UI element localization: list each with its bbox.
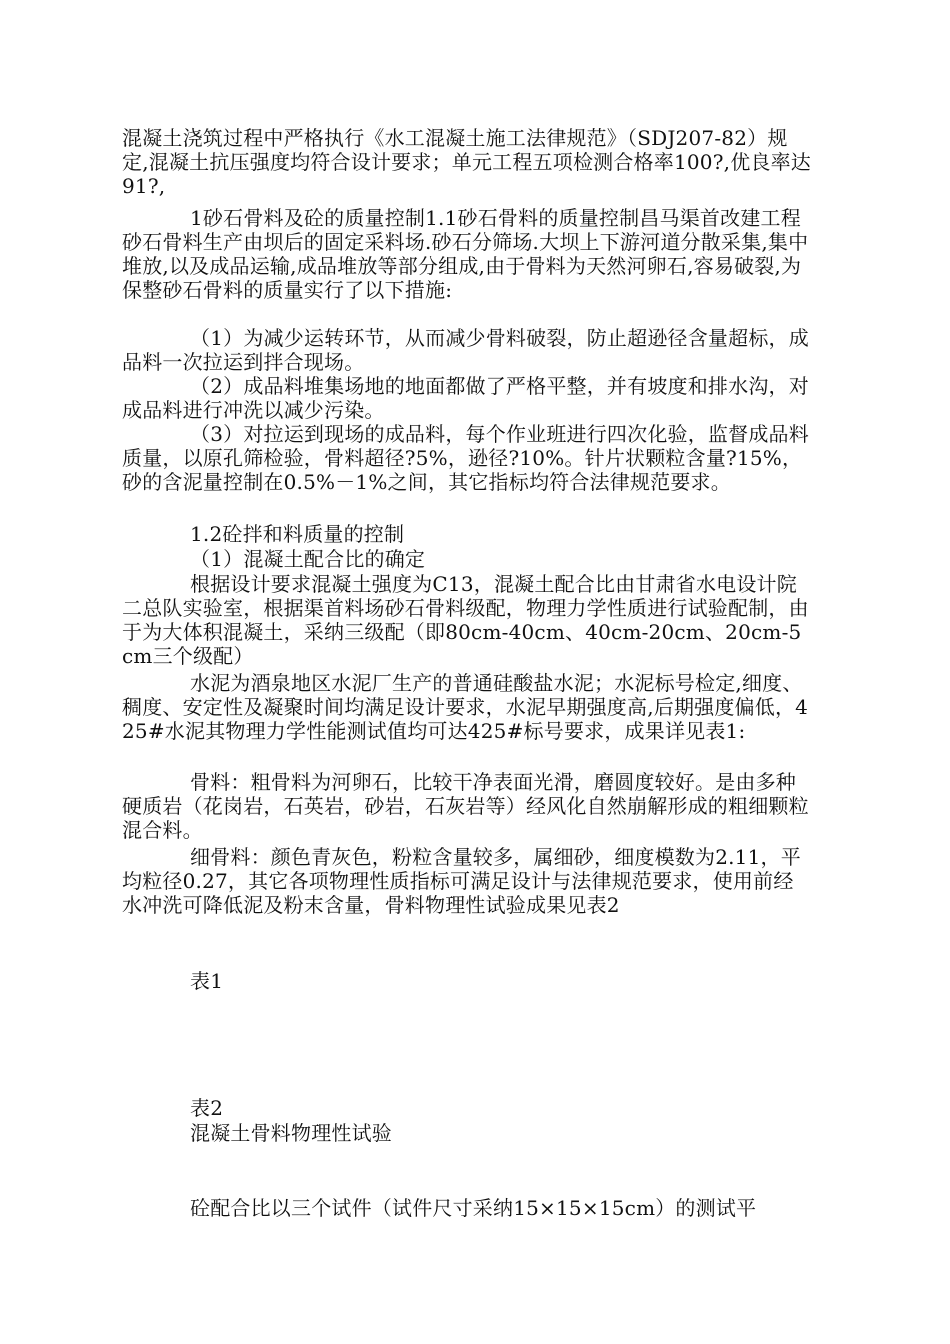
paragraph-measure-2: （2）成品料堆集场地的地面都做了严格平整，并有坡度和排水沟，对成品料进行冲洗以减少污染。 [122,374,809,422]
paragraph-aggregate-control: 1砂石骨料及砼的质量控制1.1砂石骨料的质量控制昌马渠首改建工程砂石骨料生产由坝后的固定采料场.砂石分筛场.大坝上下游河道分散采集,集中堆放,以及成品运输,成品堆放等部分组成,由于骨料为天然河卵石,容易破裂,为保整砂石骨料的质量实行了以下措施: [122,206,809,302]
paragraph-coarse-aggregate: 骨料：粗骨料为河卵石，比较干净表面光滑，磨圆度较好。是由多种硬质岩（花岗岩，石英岩，砂岩，石灰岩等）经风化自然崩解形成的粗细颗粒混合料。 [122,770,809,842]
paragraph-measure-3: （3）对拉运到现场的成品料，每个作业班进行四次化验，监督成品料质量，以原孔筛检验，骨料超径?5%，逊径?10%。针片状颗粒含量?15%，砂的含泥量控制在0.5%－1%之间，其它指标均符合法律规范要求。 [122,422,809,494]
paragraph-measure-1: （1）为减少运转环节，从而减少骨料破裂，防止超逊径含量超标，成品料一次拉运到拌合现场。 [122,326,809,374]
paragraph-cement: 水泥为酒泉地区水泥厂生产的普通硅酸盐水泥；水泥标号检定,细度、稠度、安定性及凝聚时间均满足设计要求，水泥早期强度高,后期强度偏低，425#水泥其物理力学性能测试值均可达425#标号要求，成果详见表1: [122,671,809,743]
table-1-caption: 表1 [190,969,224,993]
paragraph-intro: 混凝土浇筑过程中严格执行《水工混凝土施工法律规范》（SDJ207-82）规定,混凝土抗压强度均符合设计要求；单元工程五项检测合格率100?,优良率达91?, [122,126,812,198]
table-2-caption: 表2 [190,1096,224,1120]
paragraph-specimen-test: 砼配合比以三个试件（试件尺寸采纳15×15×15cm）的测试平 [190,1196,757,1220]
heading-mix-ratio: （1）混凝土配合比的确定 [190,547,426,571]
paragraph-fine-aggregate: 细骨料：颜色青灰色，粉粒含量较多，属细砂，细度模数为2.11，平均粒径0.27，其它各项物理性质指标可满足设计与法律规范要求，使用前经水冲洗可降低泥及粉末含量，骨料物理性试验成果见表2 [122,845,801,917]
paragraph-mix-design: 根据设计要求混凝土强度为C13，混凝土配合比由甘肃省水电设计院二总队实验室，根据渠首料场砂石骨料级配，物理力学性质进行试验配制，由于为大体积混凝土，采纳三级配（即80cm-40cm、40cm-20cm、20cm-5cm三个级配） [122,572,809,668]
heading-mix-quality: 1.2砼拌和料质量的控制 [190,522,405,546]
table-2-title: 混凝土骨料物理性试验 [190,1121,392,1145]
